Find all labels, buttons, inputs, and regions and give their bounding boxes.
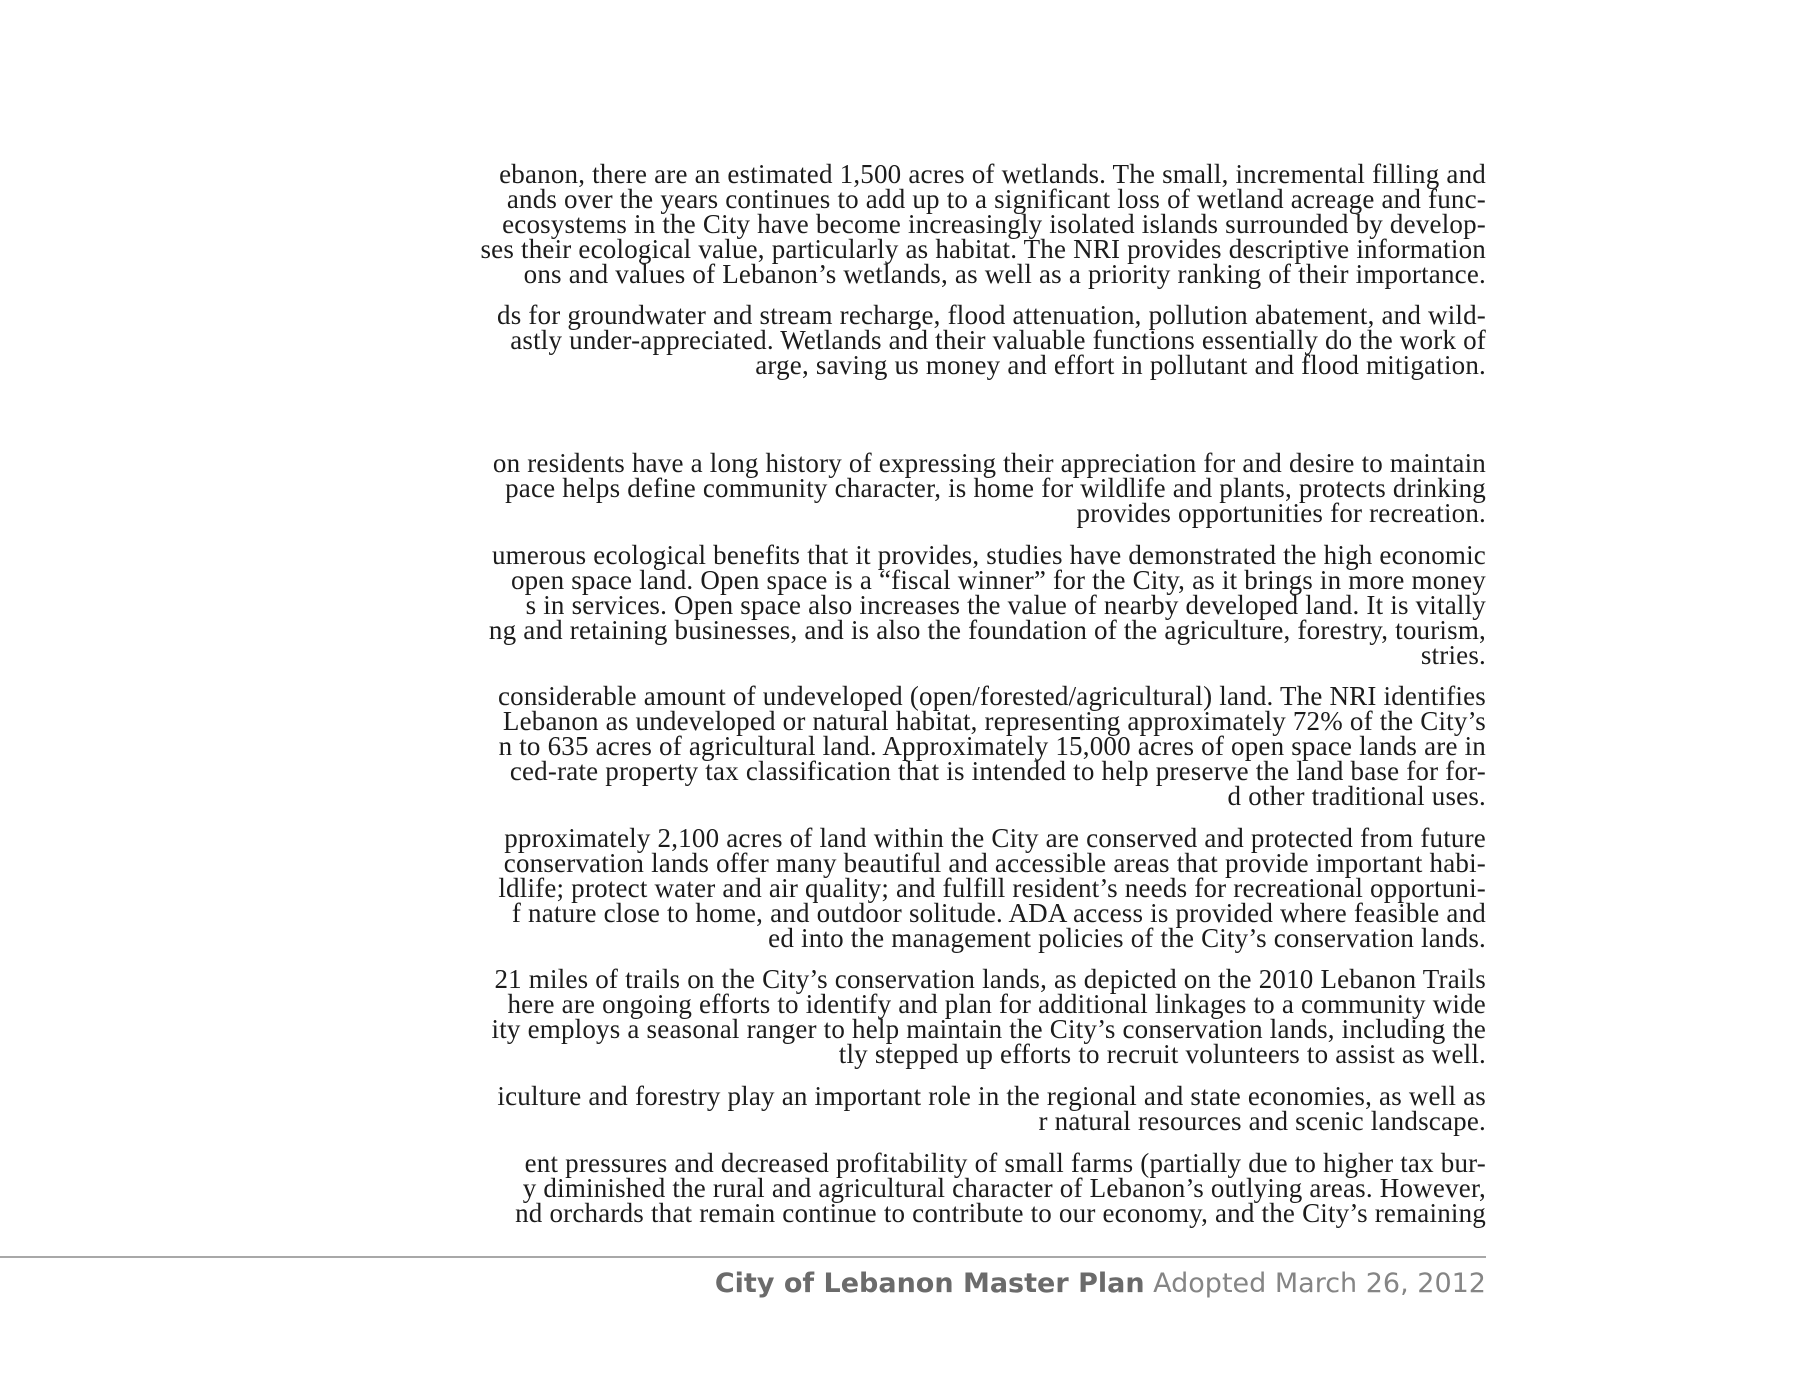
text-line: ent pressures and decreased profitability of small farms (partially due to higher tax bur-: [524, 1148, 1486, 1178]
text-line: ses their ecological value, particularly as habitat. The NRI provides descriptive information: [480, 234, 1486, 264]
text-line: ebanon, there are an estimated 1,500 acres of wetlands. The small, incremental filling and: [499, 159, 1486, 189]
page-footer: [715, 1268, 1486, 1299]
paragraph: [0, 448, 1486, 528]
text-line: s in services. Open space also increases the value of nearby developed land. It is vitally: [525, 590, 1486, 620]
text-line: astly under-appreciated. Wetlands and their valuable functions essentially do the work of: [510, 325, 1486, 355]
text-line: Lebanon as undeveloped or natural habitat, representing approximately 72% of the City’s: [502, 706, 1486, 736]
text-line: ds for groundwater and stream recharge, flood attenuation, pollution abatement, and wild-: [497, 300, 1486, 330]
text-line: pace helps define community character, is home for wildlife and plants, protects drinking: [505, 473, 1486, 503]
text-line: ecosystems in the City have become increasingly isolated islands surrounded by develop-: [502, 209, 1486, 239]
text-line: y diminished the rural and agricultural character of Lebanon’s outlying areas. However,: [522, 1173, 1486, 1203]
text-line: f nature close to home, and outdoor solitude. ADA access is provided where feasible and: [511, 898, 1486, 928]
text-line: ands over the years continues to add up to a significant loss of wetland acreage and func-: [506, 184, 1486, 214]
paragraph: [0, 1148, 1486, 1228]
text-line: stries.: [1420, 640, 1486, 670]
text-line: ed into the management policies of the City’s conservation lands.: [768, 923, 1486, 953]
paragraph: [0, 823, 1486, 953]
text-line: open space land. Open space is a “fiscal winner” for the City, as it brings in more money: [510, 565, 1486, 595]
text-line: iculture and forestry play an important role in the regional and state economies, as well as: [497, 1081, 1486, 1111]
paragraph: [0, 964, 1486, 1069]
text-line: provides opportunities for recreation.: [1076, 498, 1486, 528]
text-line: ng and retaining businesses, and is also the foundation of the agriculture, forestry, tourism,: [488, 615, 1486, 645]
text-line: d other traditional uses.: [1227, 781, 1486, 811]
text-line: nd orchards that remain continue to contribute to our economy, and the City’s remaining: [515, 1198, 1486, 1228]
text-line: considerable amount of undeveloped (open/forested/agricultural) land. The NRI identifies: [497, 681, 1486, 711]
text-line: conservation lands offer many beautiful and accessible areas that provide important habi-: [503, 848, 1486, 878]
paragraph: [0, 300, 1486, 380]
text-line: 21 miles of trails on the City’s conservation lands, as depicted on the 2010 Lebanon Trails: [494, 964, 1486, 994]
text-line: ldlife; protect water and air quality; and fulfill resident’s needs for recreational opportuni-: [498, 873, 1486, 903]
paragraph: [0, 540, 1486, 670]
text-line: tly stepped up efforts to recruit volunteers to assist as well.: [838, 1039, 1486, 1069]
text-line: umerous ecological benefits that it provides, studies have demonstrated the high economic: [491, 540, 1486, 570]
text-line: ced-rate property tax classification that is intended to help preserve the land base for for-: [509, 756, 1486, 786]
footer-title: City of Lebanon Master Plan: [714, 1268, 1145, 1299]
text-line: on residents have a long history of expressing their appreciation for and desire to maintain: [492, 448, 1486, 478]
footer-divider: [0, 1256, 1486, 1258]
text-line: pproximately 2,100 acres of land within the City are conserved and protected from future: [504, 823, 1486, 853]
text-line: here are ongoing efforts to identify and plan for additional linkages to a community wide: [507, 989, 1486, 1019]
text-line: n to 635 acres of agricultural land. Approximately 15,000 acres of open space lands are in: [498, 731, 1486, 761]
text-line: r natural resources and scenic landscape.: [1038, 1106, 1486, 1136]
text-line: ity employs a seasonal ranger to help maintain the City’s conservation lands, including the: [491, 1014, 1486, 1044]
paragraph: [0, 1081, 1486, 1136]
paragraph: [0, 681, 1486, 811]
paragraph: [0, 159, 1486, 289]
footer-date: Adopted March 26, 2012: [1153, 1268, 1486, 1299]
text-line: ons and values of Lebanon’s wetlands, as well as a priority ranking of their importance.: [523, 259, 1486, 289]
text-line: arge, saving us money and effort in pollutant and flood mitigation.: [755, 350, 1486, 380]
